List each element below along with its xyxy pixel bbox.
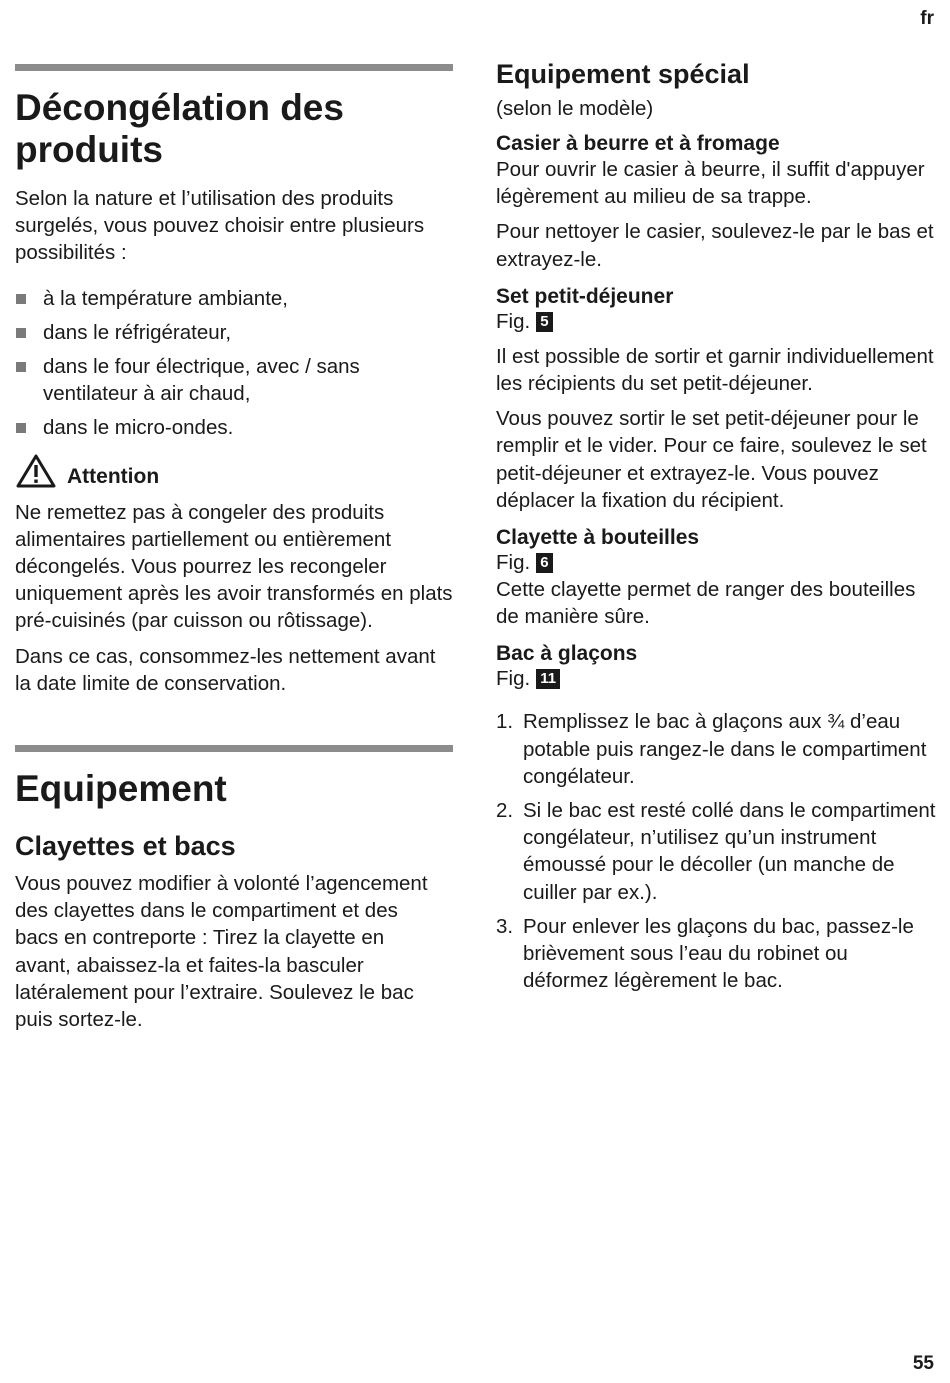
special-equipment-title: Equipement spécial [496, 59, 750, 89]
section-rule [15, 745, 453, 752]
figure-number-badge: 11 [536, 669, 560, 689]
butter-text-1: Pour ouvrir le casier à beurre, il suffit d'appuyer légèrement au milieu de sa trappe. [496, 158, 925, 209]
warning-text: Ne remettez pas à congeler des produits alimentaires partiellement ou entièrement décongelés. Vous pourrez les recongeler uniquement après les avoir transformés en plats pré-cuisinés (par cuisson ou rôtissage). [15, 500, 453, 633]
list-item: à la température ambiante, [15, 285, 455, 312]
list-item: 2. Si le bac est resté collé dans le compartiment congélateur, n’utilisez qu’un instrument émoussé pour le décoller (un manche de cuiller par ex.). [496, 799, 936, 904]
page-number: 55 [912, 1353, 934, 1374]
bottles-fig-ref: Fig. 6 [496, 550, 936, 576]
section-rule [15, 64, 453, 71]
language-code: fr [920, 8, 934, 29]
list-item: dans le micro-ondes. [15, 414, 455, 441]
warning-block [15, 453, 455, 489]
warning-label: Attention [67, 464, 160, 488]
equipment-title: Equipement [15, 768, 227, 810]
defrost-options-list [15, 285, 455, 441]
ice-heading: Bac à glaçons [496, 642, 638, 666]
figure-number-badge: 6 [536, 553, 552, 573]
bottles-heading: Clayette à bouteilles [496, 526, 700, 550]
figure-number-badge: 5 [536, 312, 552, 332]
right-column [496, 58, 936, 1001]
left-column [15, 64, 455, 1033]
square-bullet-icon [16, 328, 26, 338]
ice-fig-ref: Fig. 11 [496, 666, 936, 692]
defrost-title: Décongélation des produits [15, 87, 344, 170]
square-bullet-icon [16, 423, 26, 433]
breakfast-heading: Set petit-déjeuner [496, 284, 674, 308]
special-equipment-subtitle: (selon le modèle) [496, 97, 654, 120]
ice-steps-list [496, 708, 936, 994]
list-item: dans le réfrigérateur, [15, 319, 455, 346]
warning-triangle-icon [15, 453, 57, 489]
square-bullet-icon [16, 362, 26, 372]
shelves-text: Vous pouvez modifier à volonté l’agencement des clayettes dans le compartiment et des bacs en contreporte : Tirez la clayette en avant, abaissez-la et faites-la basculer latéralement pour l’extraire. Soulevez le bac puis sortez-le. [15, 872, 428, 1032]
defrost-intro: Selon la nature et l’utilisation des produits surgelés, vous pouvez choisir entre plusieurs possibilités : [15, 187, 425, 265]
breakfast-text-2: Vous pouvez sortir le set petit-déjeuner pour le remplir et le vider. Pour ce faire, soulevez le set petit-déjeuner et extrayez-le. Vous pouvez déplacer la fixation du récipient. [496, 407, 927, 512]
butter-heading: Casier à beurre et à fromage [496, 132, 780, 155]
square-bullet-icon [16, 294, 26, 304]
butter-text-2: Pour nettoyer le casier, soulevez-le par le bas et extrayez-le. [496, 220, 934, 271]
shelves-subtitle: Clayettes et bacs [15, 831, 236, 862]
bottles-text: Cette clayette permet de ranger des bouteilles de manière sûre. [496, 578, 916, 629]
warning-text-2: Dans ce cas, consommez-les nettement avant la date limite de conservation. [15, 644, 436, 695]
breakfast-fig-ref: Fig. 5 [496, 309, 936, 335]
list-item: 1. Remplissez le bac à glaçons aux ¾ d’eau potable puis rangez-le dans le compartiment congélateur. [496, 710, 927, 788]
list-item: 3. Pour enlever les glaçons du bac, passez-le brièvement sous l’eau du robinet ou déformez légèrement le bac. [496, 914, 914, 993]
breakfast-text-1: Il est possible de sortir et garnir individuellement les récipients du set petit-déjeuner. [496, 344, 934, 396]
list-item: dans le four électrique, avec / sans ventilateur à air chaud, [15, 353, 455, 407]
